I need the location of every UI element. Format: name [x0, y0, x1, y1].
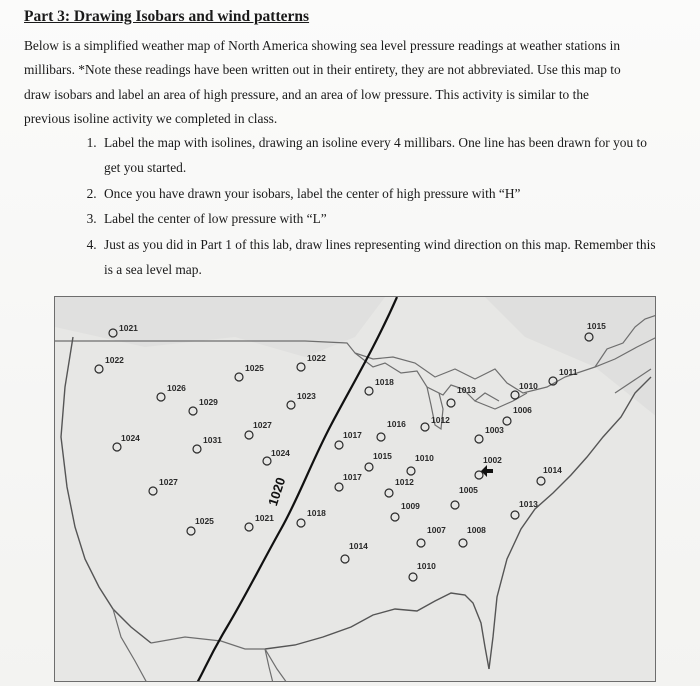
svg-text:1016: 1016 — [387, 419, 406, 429]
svg-text:1014: 1014 — [543, 465, 562, 475]
svg-text:1022: 1022 — [307, 353, 326, 363]
svg-text:1022: 1022 — [105, 355, 124, 365]
isobar-label: 1020 — [265, 475, 289, 508]
svg-text:1002: 1002 — [483, 455, 502, 465]
svg-text:1018: 1018 — [307, 508, 326, 518]
svg-text:1027: 1027 — [253, 420, 272, 430]
section-title: Part 3: Drawing Isobars and wind patterns — [24, 8, 310, 25]
svg-text:1012: 1012 — [431, 415, 450, 425]
task-item: 2. Once you have drawn your isobars, label the center of high pressure with “H” — [100, 181, 660, 206]
svg-text:1010: 1010 — [519, 381, 538, 391]
svg-text:1012: 1012 — [395, 477, 414, 487]
svg-text:1023: 1023 — [297, 391, 316, 401]
svg-text:1015: 1015 — [587, 321, 606, 331]
svg-text:1025: 1025 — [245, 363, 264, 373]
svg-text:1026: 1026 — [167, 383, 186, 393]
svg-text:1031: 1031 — [203, 435, 222, 445]
svg-text:1013: 1013 — [519, 499, 538, 509]
weather-map-svg — [55, 297, 656, 682]
svg-text:1025: 1025 — [195, 516, 214, 526]
svg-text:1014: 1014 — [349, 541, 368, 551]
svg-text:1005: 1005 — [459, 485, 478, 495]
svg-text:1007: 1007 — [427, 525, 446, 535]
intro-paragraph: Below is a simplified weather map of North America showing sea level pressure readings at weather stations in millibars. *Note these readings have been written out in their entirety, they are not abbreviated. Use this map to draw isobars and label an area of high pressure, and an area of low pressure. This activity is similar to the previous isoline activity we completed in class. — [24, 38, 621, 127]
svg-text:1024: 1024 — [271, 448, 290, 458]
task-item: 4. Just as you did in Part 1 of this lab, draw lines representing wind direction on this map. Remember this is a sea level map. — [100, 232, 660, 283]
svg-text:1018: 1018 — [375, 377, 394, 387]
svg-text:1015: 1015 — [373, 451, 392, 461]
task-item: 3. Label the center of low pressure with “L” — [100, 206, 660, 231]
svg-text:1010: 1010 — [415, 453, 434, 463]
weather-map — [54, 296, 656, 682]
svg-text:1008: 1008 — [467, 525, 486, 535]
svg-text:1021: 1021 — [119, 323, 138, 333]
svg-text:1010: 1010 — [417, 561, 436, 571]
svg-text:1029: 1029 — [199, 397, 218, 407]
svg-text:1024: 1024 — [121, 433, 140, 443]
svg-text:1006: 1006 — [513, 405, 532, 415]
task-item: 1. Label the map with isolines, drawing an isoline every 4 millibars. One line has been drawn for you to get you started. — [100, 130, 660, 181]
task-list — [70, 130, 660, 282]
svg-text:1027: 1027 — [159, 477, 178, 487]
svg-text:1003: 1003 — [485, 425, 504, 435]
svg-text:1017: 1017 — [343, 430, 362, 440]
svg-text:1021: 1021 — [255, 513, 274, 523]
svg-text:1017: 1017 — [343, 472, 362, 482]
svg-text:1009: 1009 — [401, 501, 420, 511]
svg-text:1011: 1011 — [559, 367, 578, 377]
svg-text:1013: 1013 — [457, 385, 476, 395]
